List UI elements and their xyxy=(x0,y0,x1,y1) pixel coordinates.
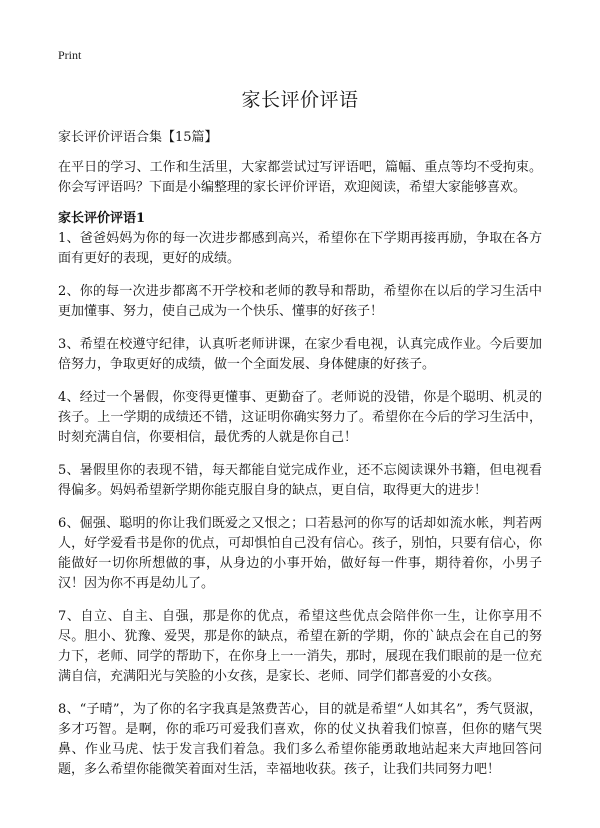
comment-list xyxy=(58,229,542,780)
comment-paragraph-2: 2、你的每一次进步都离不开学校和老师的教导和帮助，希望你在以后的学习生活中更加懂事、努力，使自己成为一个快乐、懂事的好孩子！ xyxy=(58,284,542,319)
document-subtitle: 家长评价评语合集【15篇】 xyxy=(58,130,218,145)
comment-paragraph-8: 8、“子晴”，为了你的名字我真是煞费苦心，目的就是希望“人如其名”，秀气贤淑，多才巧智。是啊，你的乖巧可爱我们喜欢，你的仗义执着我们惊喜，但你的赌气哭鼻、作业马虎、怯于发言我们着急。我们多么希望你能勇敢地站起来大声地回答问题，多么希望你能微笑着面对生活，幸福地收获。孩子，让我们共同努力吧！ xyxy=(58,702,542,777)
section-heading: 家长评价评语1 xyxy=(58,211,146,226)
comment-paragraph-7: 7、自立、自主、自强，那是你的优点，希望这些优点会陪伴你一生，让你享用不尽。胆小、犹豫、爱哭，那是你的缺点，希望在新的学期，你的`缺点会在自己的努力下，老师、同学的帮助下，在你身上一一消失，那时，展现在我们眼前的是一位充满自信，充满阳光与笑脸的小女孩，是家长、老师、同学们都喜爱的小女孩。 xyxy=(58,609,542,684)
comment-paragraph-3: 3、希望在校遵守纪律，认真听老师讲课，在家少看电视，认真完成作业。今后要加倍努力，争取更好的成绩，做一个全面发展、身体健康的好孩子。 xyxy=(58,337,542,372)
intro-paragraph: 在平日的学习、工作和生活里，大家都尝试过写评语吧，篇幅、重点等均不受拘束。你会写评语吗？下面是小编整理的家长评价评语，欢迎阅读，希望大家能够喜欢。 xyxy=(58,160,542,195)
page-title: 家长评价评语 xyxy=(241,89,359,111)
print-link[interactable]: Print xyxy=(58,48,82,62)
comment-paragraph-4: 4、经过一个暑假，你变得更懂事、更勤奋了。老师说的没错，你是个聪明、机灵的孩子。上一学期的成绩还不错，这证明你确实努力了。希望你在今后的学习生活中，时刻充满自信，你要相信，最优秀的人就是你自己！ xyxy=(58,390,542,445)
comment-paragraph-5: 5、暑假里你的表现不错，每天都能自觉完成作业，还不忘阅读课外书籍，但电视看得偏多。妈妈希望新学期你能克服自身的缺点，更自信，取得更大的进步！ xyxy=(58,463,542,498)
comment-paragraph-6: 6、倔强、聪明的你让我们既爱之又恨之；口若悬河的你写的话却如流水帐，判若两人，好学爱看书是你的优点，可却惧怕自己没有信心。孩子，别怕，只要有信心，你能做好一切你所想做的事，从身边的小事开始，做好每一件事，期待着你，小男子汉！因为你不再是幼儿了。 xyxy=(58,516,542,591)
comment-paragraph-1: 1、爸爸妈妈为你的每一次进步都感到高兴，希望你在下学期再接再励，争取在各方面有更好的表现，更好的成绩。 xyxy=(58,231,542,266)
